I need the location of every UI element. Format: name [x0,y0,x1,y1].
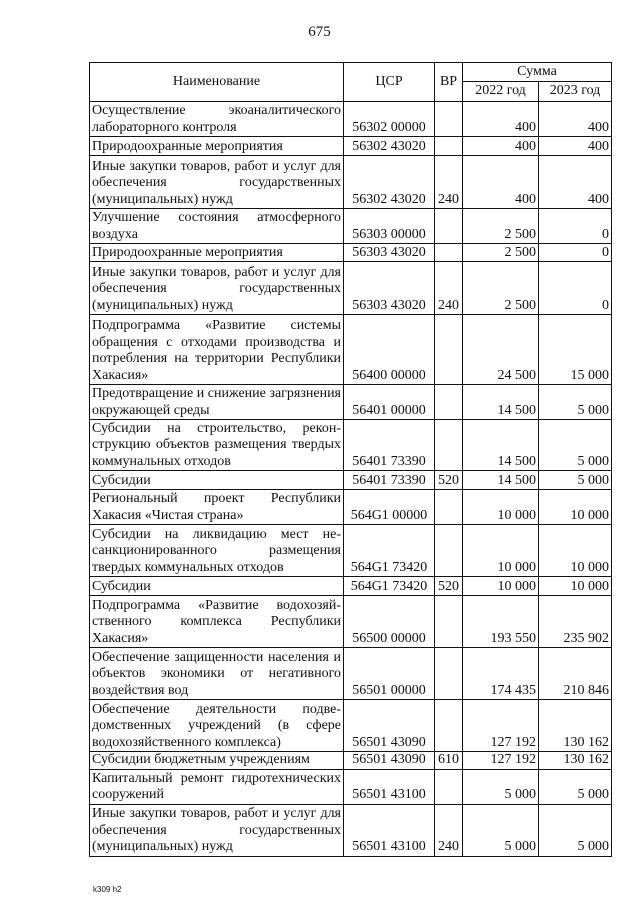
table-row [90,577,612,596]
cell-csr: 56303 00000 [344,209,435,244]
cell-vr: 240 [435,156,463,209]
cell-y2023: 400 [539,102,612,137]
table-row [90,752,612,770]
table-row [90,596,612,648]
cell-vr [435,102,463,137]
cell-vr [435,244,463,262]
table-row [90,385,612,420]
header-vr: ВР [435,63,463,102]
cell-csr: 56501 43090 [344,752,435,770]
cell-y2023: 400 [539,137,612,156]
cell-vr: 240 [435,804,463,856]
cell-y2023: 5 000 [539,769,612,804]
cell-vr [435,420,463,471]
footer-code: k309 h2 [93,885,122,894]
cell-y2023: 5 000 [539,385,612,420]
budget-table [89,62,612,857]
cell-name: Субсидии бюджетным учреждениям [90,752,344,770]
cell-csr: 56302 43020 [344,156,435,209]
cell-name: Предотвращение и снижение загрязнения окружающей среды [90,385,344,420]
cell-csr: 564G1 73420 [344,525,435,577]
cell-y2022: 2 500 [463,262,539,315]
table-row [90,700,612,752]
table-row [90,471,612,490]
cell-y2022: 24 500 [463,315,539,385]
cell-y2023: 130 162 [539,700,612,752]
cell-vr: 520 [435,471,463,490]
header-year-2022: 2022 год [463,81,539,101]
cell-vr: 610 [435,752,463,770]
cell-y2023: 235 902 [539,596,612,648]
table-body [90,102,612,857]
cell-name: Подпрограмма «Развитие водохозяйственного комплекса Республики Хакасия» [90,596,344,648]
cell-vr: 240 [435,262,463,315]
header-name: Наименование [90,63,344,102]
cell-y2022: 127 192 [463,752,539,770]
cell-vr [435,769,463,804]
cell-y2022: 2 500 [463,244,539,262]
cell-vr [435,648,463,700]
cell-csr: 56501 43100 [344,804,435,856]
cell-vr [435,385,463,420]
table-row [90,315,612,385]
header-year-2023: 2023 год [539,81,612,101]
cell-csr: 56303 43020 [344,244,435,262]
cell-name: Обеспечение защищенности населения и объектов экономики от негативного воздействия вод [90,648,344,700]
cell-name: Капитальный ремонт гидротехнических сооружений [90,769,344,804]
cell-csr: 56501 43100 [344,769,435,804]
cell-y2022: 5 000 [463,804,539,856]
table-row [90,490,612,525]
cell-y2023: 400 [539,156,612,209]
cell-y2022: 174 435 [463,648,539,700]
header-csr: ЦСР [344,63,435,102]
table-row [90,244,612,262]
cell-csr: 56302 00000 [344,102,435,137]
cell-y2023: 210 846 [539,648,612,700]
cell-y2023: 10 000 [539,490,612,525]
table-row [90,648,612,700]
cell-vr [435,137,463,156]
cell-y2023: 10 000 [539,577,612,596]
cell-y2022: 127 192 [463,700,539,752]
cell-vr [435,700,463,752]
cell-csr: 56501 00000 [344,648,435,700]
cell-y2022: 14 500 [463,385,539,420]
cell-y2023: 0 [539,244,612,262]
cell-y2023: 5 000 [539,420,612,471]
cell-name: Субсидии на ликвидацию мест несанкционированного размещения твердых коммунальных отходов [90,525,344,577]
table-row [90,420,612,471]
cell-vr [435,315,463,385]
cell-name: Региональный проект Республики Хакасия «Чистая страна» [90,490,344,525]
cell-y2022: 14 500 [463,471,539,490]
cell-y2023: 5 000 [539,804,612,856]
cell-csr: 56400 00000 [344,315,435,385]
cell-vr [435,596,463,648]
cell-name: Субсидии [90,577,344,596]
cell-name: Иные закупки товаров, работ и услуг для обеспечения государственных (муниципальных) нужд [90,804,344,856]
cell-csr: 56302 43020 [344,137,435,156]
table-row [90,769,612,804]
cell-name: Осуществление экоаналитического лабораторного контроля [90,102,344,137]
cell-y2022: 400 [463,156,539,209]
header-sum: Сумма [463,63,612,82]
cell-name: Обеспечение деятельности подведомственных учреждений (в сфере водохозяйственного комплекса) [90,700,344,752]
cell-vr [435,209,463,244]
cell-csr: 56303 43020 [344,262,435,315]
cell-name: Иные закупки товаров, работ и услуг для обеспечения государственных (муниципальных) нужд [90,262,344,315]
table-row [90,137,612,156]
cell-csr: 564G1 73420 [344,577,435,596]
cell-y2023: 15 000 [539,315,612,385]
cell-name: Субсидии на строительство, реконструкцию объектов размещения твердых коммунальных отходов [90,420,344,471]
cell-vr [435,490,463,525]
cell-name: Природоохранные мероприятия [90,244,344,262]
cell-y2022: 193 550 [463,596,539,648]
cell-name: Природоохранные мероприятия [90,137,344,156]
cell-csr: 56501 43090 [344,700,435,752]
cell-name: Улучшение состояния атмосферного воздуха [90,209,344,244]
cell-csr: 56401 73390 [344,471,435,490]
table-row [90,262,612,315]
cell-y2023: 0 [539,262,612,315]
table-row [90,102,612,137]
cell-name: Подпрограмма «Развитие системы обращения с отходами производства и потребления на территории Республики Хакасия» [90,315,344,385]
cell-y2022: 400 [463,137,539,156]
cell-csr: 564G1 00000 [344,490,435,525]
cell-y2022: 2 500 [463,209,539,244]
cell-y2022: 10 000 [463,525,539,577]
cell-y2022: 400 [463,102,539,137]
cell-name: Субсидии [90,471,344,490]
cell-name: Иные закупки товаров, работ и услуг для обеспечения государственных (муниципальных) нужд [90,156,344,209]
cell-csr: 56500 00000 [344,596,435,648]
table-row [90,525,612,577]
cell-y2022: 14 500 [463,420,539,471]
cell-y2023: 10 000 [539,525,612,577]
cell-y2022: 10 000 [463,577,539,596]
cell-y2023: 130 162 [539,752,612,770]
table-row [90,804,612,856]
cell-vr: 520 [435,577,463,596]
cell-y2022: 10 000 [463,490,539,525]
table-row [90,156,612,209]
page-number: 675 [308,24,331,40]
cell-y2023: 5 000 [539,471,612,490]
cell-y2023: 0 [539,209,612,244]
cell-csr: 56401 73390 [344,420,435,471]
cell-vr [435,525,463,577]
table-row [90,209,612,244]
cell-csr: 56401 00000 [344,385,435,420]
cell-y2022: 5 000 [463,769,539,804]
